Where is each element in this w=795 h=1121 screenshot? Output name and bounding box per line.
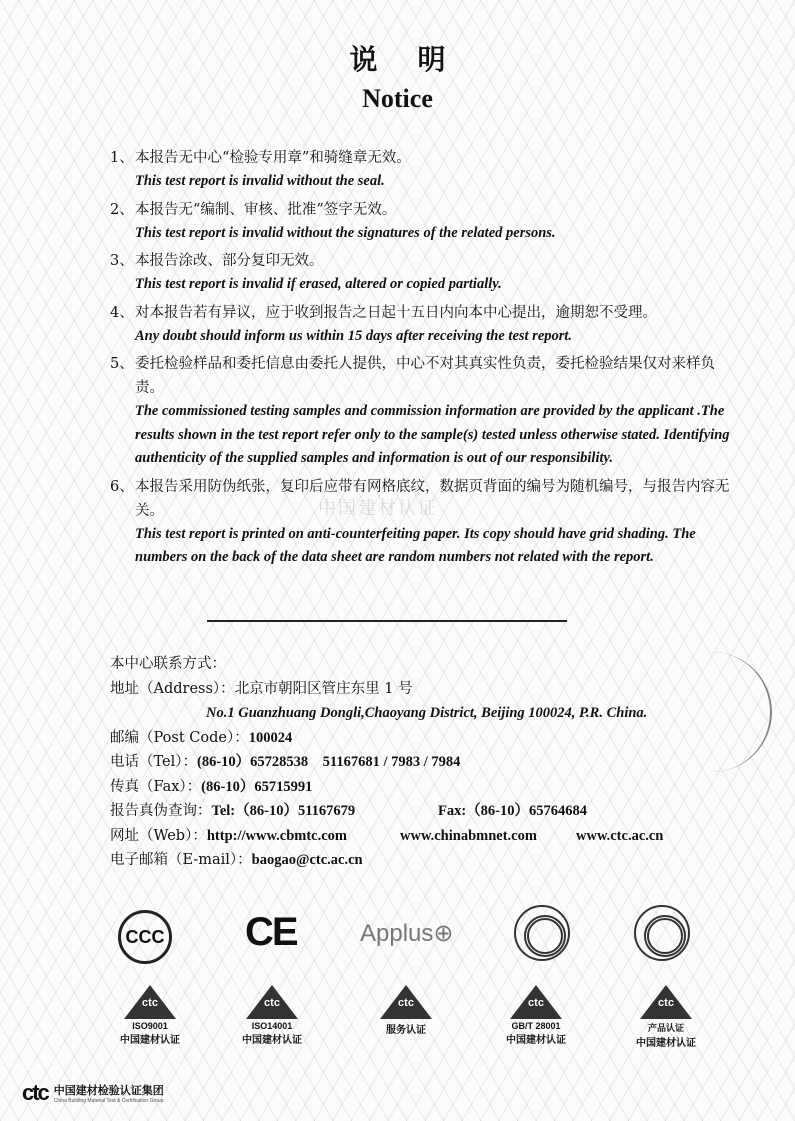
cert-code: GB/T 28001 [511, 1021, 561, 1031]
page-title-cn: 说明 [349, 43, 486, 76]
watermark: 中国建材认证 [318, 498, 438, 519]
postcode: 100024 [248, 729, 293, 746]
address-cn: 北京市朝阳区管庄东里 1 号 [234, 680, 413, 697]
footer-brand [22, 1080, 164, 1106]
cert-code: ISO9001 [132, 1021, 168, 1031]
notice-item [110, 352, 730, 471]
cert-code: 产品认证 [647, 1023, 684, 1033]
cert-name: 中国建材认证 [120, 1035, 180, 1046]
contact-block [110, 652, 710, 873]
email-row [110, 848, 710, 873]
ctc-triangle-icon: ctc [510, 985, 562, 1019]
verify-row [110, 799, 710, 824]
notice-number: 6、 [110, 478, 134, 495]
notice-text-cn: 本报告无“编制、审核、批准”签字无效。 [135, 201, 397, 218]
notice-text-cn: 本报告涂改、部分复印无效。 [135, 253, 324, 269]
notice-item [110, 301, 730, 349]
cert-name: 中国建材认证 [242, 1035, 302, 1046]
page-title-en: Notice [362, 84, 433, 113]
cert-name: 服务认证 [386, 1025, 426, 1036]
address-en: No.1 Guanzhuang Dongli,Chaoyang District, Beijing 100024, P.R. China. [206, 705, 648, 721]
notice-text-cn: 本报告采用防伪纸张，复印后应带有网格底纹，数据页背面的编号为随机编号，与报告内容无关。 [135, 478, 730, 519]
ccc-logo: CCC [118, 910, 172, 964]
email-value[interactable]: baogao@ctc.ac.cn [251, 852, 363, 868]
notice-number: 5、 [110, 356, 134, 372]
verify-tel: Tel:（86-10）51167679 [211, 803, 356, 819]
notice-text-en: Any doubt should inform us within 15 days after receiving the test report. [135, 327, 573, 344]
cert-mark [486, 985, 586, 1046]
cert-mark [356, 985, 456, 1036]
notice-text-en: This test report is printed on anti-counterfeiting paper. Its copy should have grid shading. The numbers on the back of the data sheet are random numbers not related with the report. [135, 525, 696, 565]
footer-org-cn: 中国建材检验认证集团 [53, 1084, 164, 1097]
partial-seal-stamp [700, 652, 772, 772]
notice-item [110, 249, 730, 297]
postcode-label: 邮编（Post Code）： [110, 729, 249, 746]
fax-row [110, 775, 710, 800]
cert-mark [222, 985, 322, 1046]
footer-org-en: China Building Material Test & Certification Group [53, 1098, 164, 1104]
web-link-1[interactable]: http://www.cbmtc.com [206, 827, 347, 844]
ce-logo: CE [245, 910, 297, 954]
address-label: 地址（Address）： [110, 680, 235, 697]
applus-logo: Applus⊕ [360, 920, 454, 947]
cert-name: 中国建材认证 [506, 1035, 566, 1046]
verify-fax: Fax:（86-10）65764684 [438, 803, 588, 819]
address-row [110, 677, 710, 702]
ctc-logo: ctc [22, 1080, 48, 1105]
cert-mark [616, 985, 716, 1049]
ctc-triangle-icon: ctc [380, 985, 432, 1019]
tel-row [110, 750, 710, 775]
notice-number: 4、 [110, 304, 134, 321]
ctc-triangle-icon: ctc [640, 985, 692, 1019]
certification-marks [100, 985, 720, 1055]
tel-label: 电话（Tel）： [110, 754, 198, 770]
fax-value: (86-10）65715991 [201, 778, 313, 795]
accreditation-logos-top [100, 905, 720, 965]
notice-text-en: The commissioned testing samples and commission information are provided by the applicant .The results shown in the test report refer only to the sample(s) tested unless otherwise stated. Identifying authenticity of the supplied samples and information is out of our responsibility. [135, 403, 730, 466]
cert-code: ISO14001 [251, 1021, 293, 1031]
web-label: 网址（Web）： [110, 827, 207, 844]
notice-number: 2、 [110, 201, 134, 218]
round-seal-icon [514, 905, 570, 961]
notice-number: 3、 [110, 253, 134, 269]
contact-heading: 本中心联系方式： [110, 656, 226, 672]
ctc-triangle-icon: ctc [124, 985, 176, 1019]
notice-text-en: This test report is invalid if erased, altered or copied partially. [135, 276, 502, 292]
email-label: 电子邮箱（E-mail）： [110, 852, 252, 868]
cert-mark [100, 985, 200, 1046]
round-seal-icon [634, 905, 690, 961]
web-row [110, 824, 710, 849]
verify-label: 报告真伪查询： [110, 803, 212, 819]
notice-text-cn: 委托检验样品和委托信息由委托人提供，中心不对其真实性负责，委托检验结果仅对来样负责。 [135, 356, 715, 396]
notice-item [110, 146, 730, 194]
web-link-2[interactable]: www.chinabmnet.com [400, 827, 537, 844]
postcode-row [110, 726, 710, 751]
notice-text-cn: 对本报告若有异议，应于收到报告之日起十五日内向本中心提出，逾期恕不受理。 [135, 304, 657, 321]
notice-text-en: This test report is invalid without the seal. [135, 173, 385, 189]
ctc-triangle-icon: ctc [246, 985, 298, 1019]
tel-value: (86-10）65728538 51167681 / 7983 / 7984 [197, 754, 461, 770]
cert-name: 中国建材认证 [636, 1038, 696, 1049]
notice-item [110, 475, 730, 570]
address-en-row [110, 701, 710, 726]
notice-number: 1、 [110, 150, 134, 166]
notice-text-cn: 本报告无中心“检验专用章”和骑缝章无效。 [135, 150, 411, 166]
web-link-3[interactable]: www.ctc.ac.cn [576, 827, 664, 844]
fax-label: 传真（Fax）： [110, 778, 202, 795]
notice-item [110, 198, 730, 246]
divider [207, 620, 567, 622]
notice-text-en: This test report is invalid without the signatures of the related persons. [135, 224, 556, 241]
